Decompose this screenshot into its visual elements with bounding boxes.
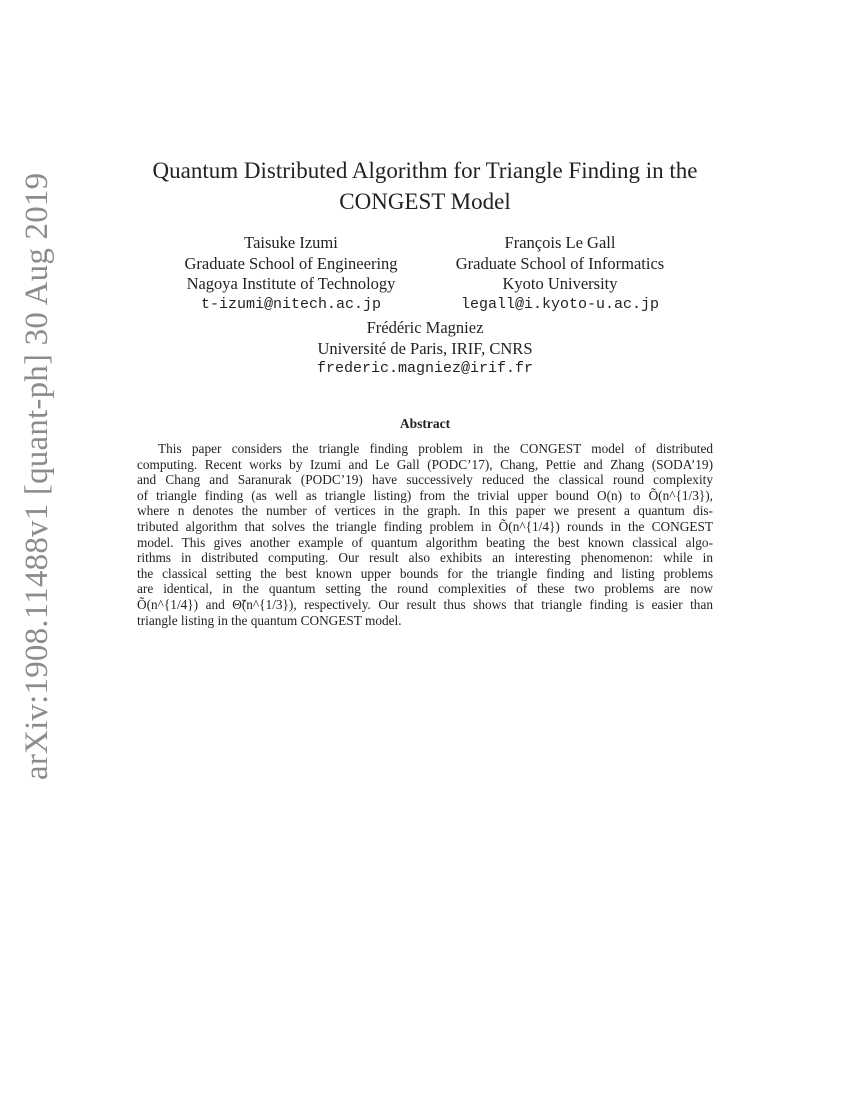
- abstract-line: model. This gives another example of quantum algorithm beating the best known classical algo-: [137, 534, 713, 550]
- abstract-line: are identical, in the quantum setting the round complexities of these two problems are now: [137, 581, 713, 597]
- author-affiliation: Kyoto University: [502, 274, 618, 293]
- author-email: t-izumi@nitech.ac.jp: [200, 295, 382, 313]
- author-email: frederic.magniez@irif.fr: [316, 360, 534, 377]
- abstract-line: tributed algorithm that solves the triangle finding problem in Õ(n^{1/4}) rounds in the CONGEST: [137, 518, 713, 534]
- abstract-line: This paper considers the triangle finding problem in the CONGEST model of distributed: [158, 441, 713, 456]
- author-name: François Le Gall: [504, 233, 616, 252]
- author-name: Frédéric Magniez: [366, 318, 484, 337]
- abstract-line: the classical setting the best known upper bounds for the triangle finding and listing problems: [137, 565, 713, 581]
- author-block-magniez: [275, 318, 575, 380]
- abstract-line: of triangle finding (as well as triangle listing) from the trivial upper bound O(n) to Õ(n^{1/3}),: [137, 487, 713, 503]
- author-affiliation: Graduate School of Informatics: [455, 253, 665, 273]
- title-line-1: Quantum Distributed Algorithm for Triangle Finding in the: [152, 158, 698, 183]
- author-block-izumi: [161, 233, 421, 315]
- author-name: Taisuke Izumi: [244, 233, 338, 252]
- paper-title: [120, 155, 730, 217]
- arxiv-stamp-text: arXiv:1908.11488v1 [quant-ph] 30 Aug 2019: [19, 172, 55, 780]
- abstract-line: computing. Recent works by Izumi and Le Gall (PODC’17), Chang, Pettie and Zhang (SODA’19): [137, 456, 713, 472]
- arxiv-identifier-stamp: [17, 172, 57, 780]
- author-block-le-gall: [430, 233, 690, 315]
- author-affiliation: Graduate School of Engineering: [184, 253, 398, 273]
- abstract-line: where n denotes the number of vertices in the graph. In this paper we present a quantum dis-: [137, 503, 713, 519]
- abstract-line: rithms in distributed computing. Our result also exhibits an interesting phenomenon: while in: [137, 550, 713, 566]
- author-affiliation: Nagoya Institute of Technology: [186, 274, 396, 293]
- abstract-line: Õ(n^{1/4}) and Θ̃(n^{1/3}), respectively. Our result thus shows that triangle finding is easier than: [137, 596, 713, 612]
- abstract-line: and Chang and Saranurak (PODC’19) have successively reduced the classical round complexity: [137, 472, 713, 488]
- abstract-line: triangle listing in the quantum CONGEST model.: [137, 612, 402, 628]
- title-line-2: CONGEST Model: [339, 189, 511, 214]
- abstract-body: [137, 441, 713, 628]
- abstract-heading: Abstract: [399, 416, 451, 431]
- author-email: legall@i.kyoto-u.ac.jp: [460, 295, 660, 313]
- author-affiliation: Université de Paris, IRIF, CNRS: [317, 338, 533, 358]
